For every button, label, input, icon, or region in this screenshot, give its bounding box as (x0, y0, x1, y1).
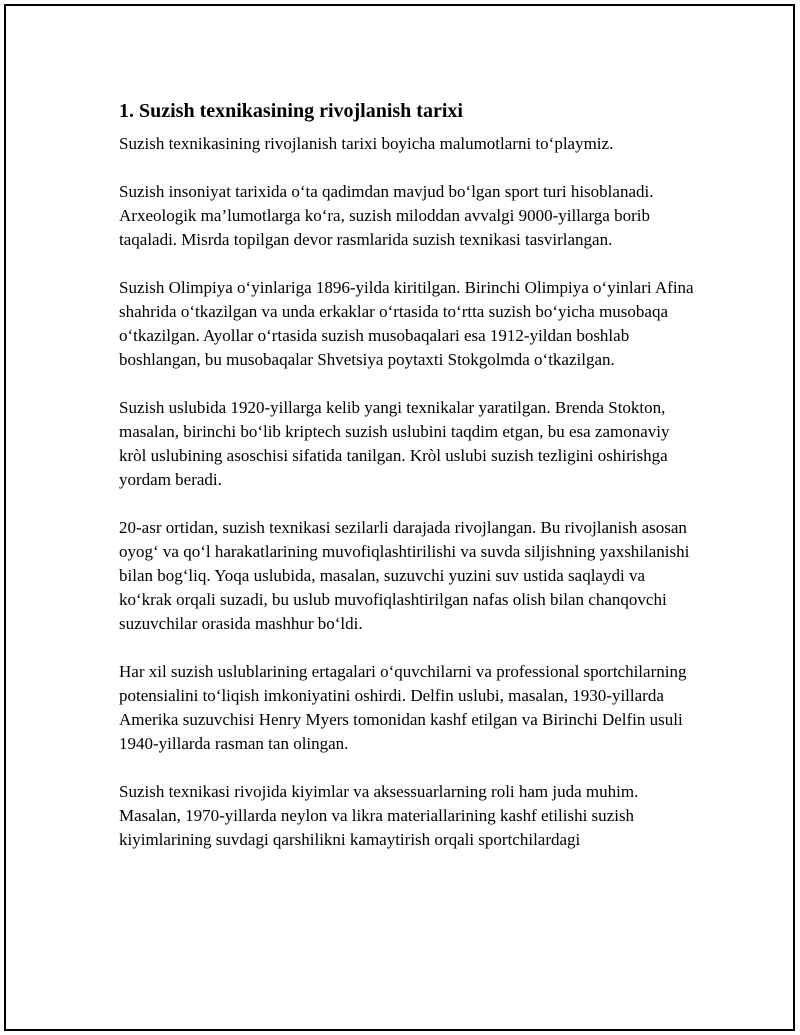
document-body (119, 97, 699, 876)
paragraph-equipment: Suzish texnikasi rivojida kiyimlar va aksessuarlarning roli ham juda muhim. Masalan, 1970-yillarda neylon va likra materiallarining kashf etilishi suzish kiyimlarining suvdagi qarshilikni kamaytirish orqali sportchilardagi (119, 782, 639, 849)
paragraph-20th-century: 20-asr ortidan, suzish texnikasi sezilarli darajada rivojlangan. Bu rivojlanish asosan oyog‘ va qo‘l harakatlarining muvofiqlashtirilishi va suvda siljishning yaxshilanishi bilan bog‘liq. Yoqa uslubida, masalan, suzuvchi yuzini suv ustida saqlaydi va ko‘krak orqali suzadi, bu uslub muvofiqlashtirilgan nafas olish bilan chanqovchi suzuvchilar orasida mashhur bo‘ldi. (119, 518, 690, 633)
section-heading: 1. Suzish texnikasining rivojlanish tarixi (119, 100, 463, 122)
intro-paragraph: Suzish texnikasining rivojlanish tarixi boyicha malumotlarni to‘playmiz. (119, 134, 614, 153)
paragraph-ancient-history: Suzish insoniyat tarixida o‘ta qadimdan mavjud bo‘lgan sport turi hisoblanadi. Arxeologik ma’lumotlarga ko‘ra, suzish miloddan avvalgi 9000-yillarga borib taqaladi. Misrda topilgan devor rasmlarida suzish texnikasi tasvirlangan. (119, 182, 654, 249)
paragraph-swim-styles: Har xil suzish uslublarining ertagalari o‘quvchilarni va professional sportchilarning potensialini to‘liqish imkoniyatini oshirdi. Delfin uslubi, masalan, 1930-yillarda Amerika suzuvchisi Henry Myers tomonidan kashf etilgan va Birinchi Delfin usuli 1940-yillarda rasman tan olingan. (119, 662, 687, 753)
paragraph-olympics: Suzish Olimpiya o‘yinlariga 1896-yilda kiritilgan. Birinchi Olimpiya o‘yinlari Afina shahrida o‘tkazilgan va unda erkaklar o‘rtasida to‘rtta suzish bo‘yicha musobaqa o‘tkazilgan. Ayollar o‘rtasida suzish musobaqalari esa 1912-yildan boshlab boshlangan, bu musobaqalar Shvetsiya poytaxti Stokgolmda o‘tkazilgan. (119, 278, 694, 369)
paragraph-1920s-techniques: Suzish uslubida 1920-yillarga kelib yangi texnikalar yaratilgan. Brenda Stokton, masalan, birinchi bo‘lib kriptech suzish uslubini taqdim etgan, bu esa zamonaviy kròl uslubining asoschisi sifatida tanilgan. Kròl uslubi suzish tezligini oshirishga yordam beradi. (119, 398, 670, 489)
document-page (4, 4, 795, 1031)
